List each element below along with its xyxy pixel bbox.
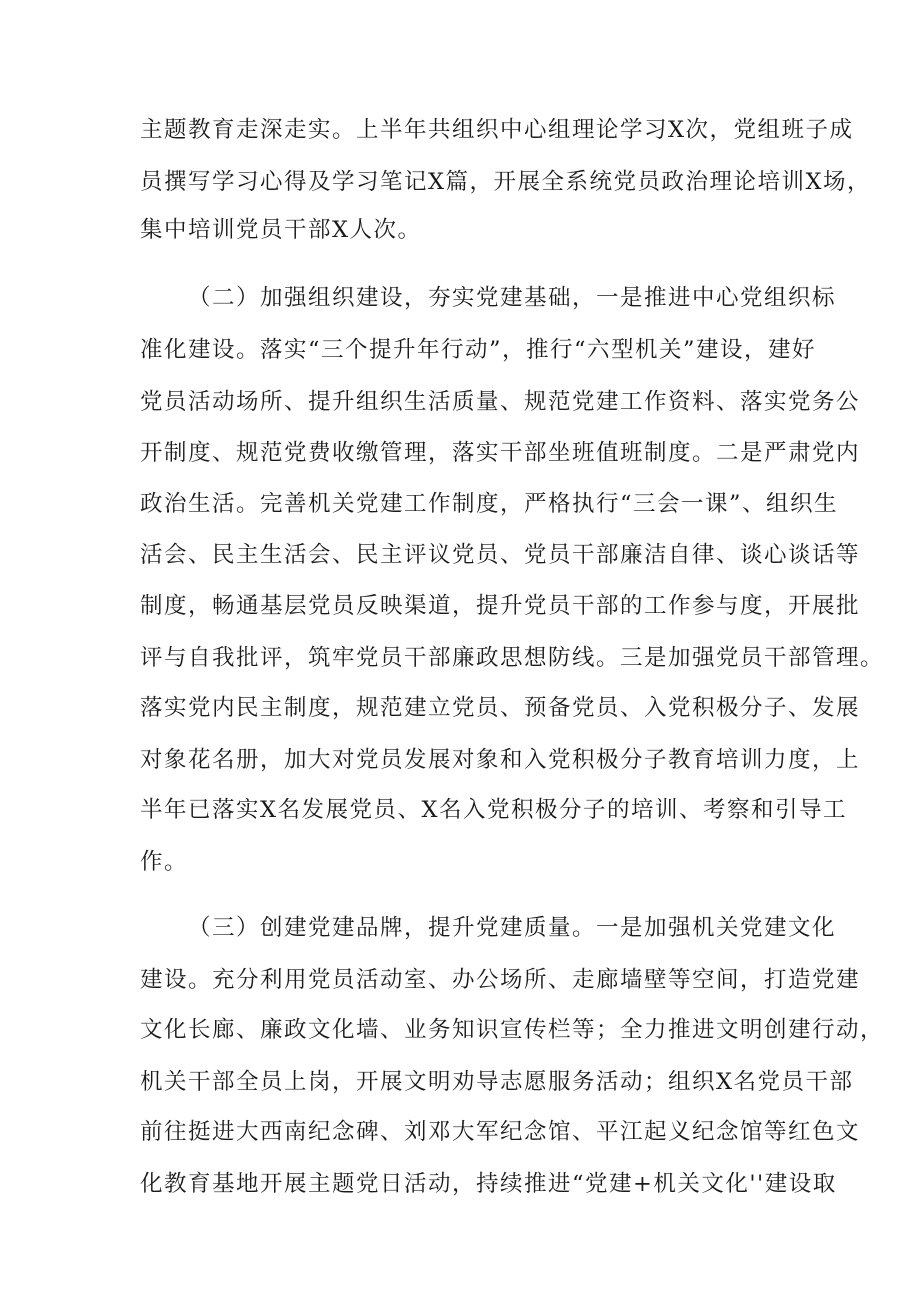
text-line: 建设。充分利用党员活动室、办公场所、走廊墙壁等空间，打造党建 (140, 967, 861, 993)
text-line: 开制度、规范党费收缴管理，落实干部坐班值班制度。二是严肃党内 (140, 440, 861, 466)
text-line: 半年已落实X名发展党员、X名入党积极分子的培训、考察和引导工 (140, 797, 848, 823)
text-line: 准化建设。落实“三个提升年行动”，推行“六型机关”建设，建好 (140, 337, 817, 363)
text-line: 政治生活。完善机关党建工作制度，严格执行“三会一课”、组织生 (140, 491, 839, 517)
text-line: 集中培训党员干部X人次。 (140, 217, 422, 243)
text-line: 制度，畅通基层党员反映渠道，提升党员干部的工作参与度，开展批 (140, 593, 861, 619)
text-line: 评与自我批评，筑牢党员干部廉政思想防线。三是加强党员干部管理。 (140, 645, 885, 671)
text-line: 活会、民主生活会、民主评议党员、党员干部廉洁自律、谈心谈话等 (140, 542, 861, 568)
text-line: 党员活动场所、提升组织生活质量、规范党建工作资料、落实党务公 (140, 389, 861, 415)
text-line: 落实党内民主制度，规范建立党员、预备党员、入党积极分子、发展 (140, 695, 861, 721)
text-line: （二）加强组织建设，夯实党建基础，一是推进中心党组织标 (188, 285, 837, 311)
text-line: 对象花名册，加大对党员发展对象和入党积极分子教育培训力度，上 (140, 747, 861, 773)
text-line: 主题教育走深走实。上半年共组织中心组理论学习X次，党组班子成 (140, 117, 854, 143)
text-line: 化教育基地开展主题党日活动，持续推进“党建+机关文化''建设取 (140, 1171, 837, 1197)
text-line: 文化长廊、廉政文化墙、业务知识宣传栏等；全力推进文明创建行动， (140, 1017, 885, 1043)
text-line: 前往挺进大西南纪念碑、刘邓大军纪念馆、平江起义纪念馆等红色文 (140, 1119, 861, 1145)
text-line: 机关干部全员上岗，开展文明劝导志愿服务活动；组织X名党员干部 (140, 1069, 854, 1095)
text-line: （三）创建党建品牌，提升党建质量。一是加强机关党建文化 (188, 915, 837, 941)
text-line: 员撰写学习心得及学习笔记X篇，开展全系统党员政治理论培训X场， (140, 169, 872, 195)
text-line: 作。 (140, 849, 189, 875)
